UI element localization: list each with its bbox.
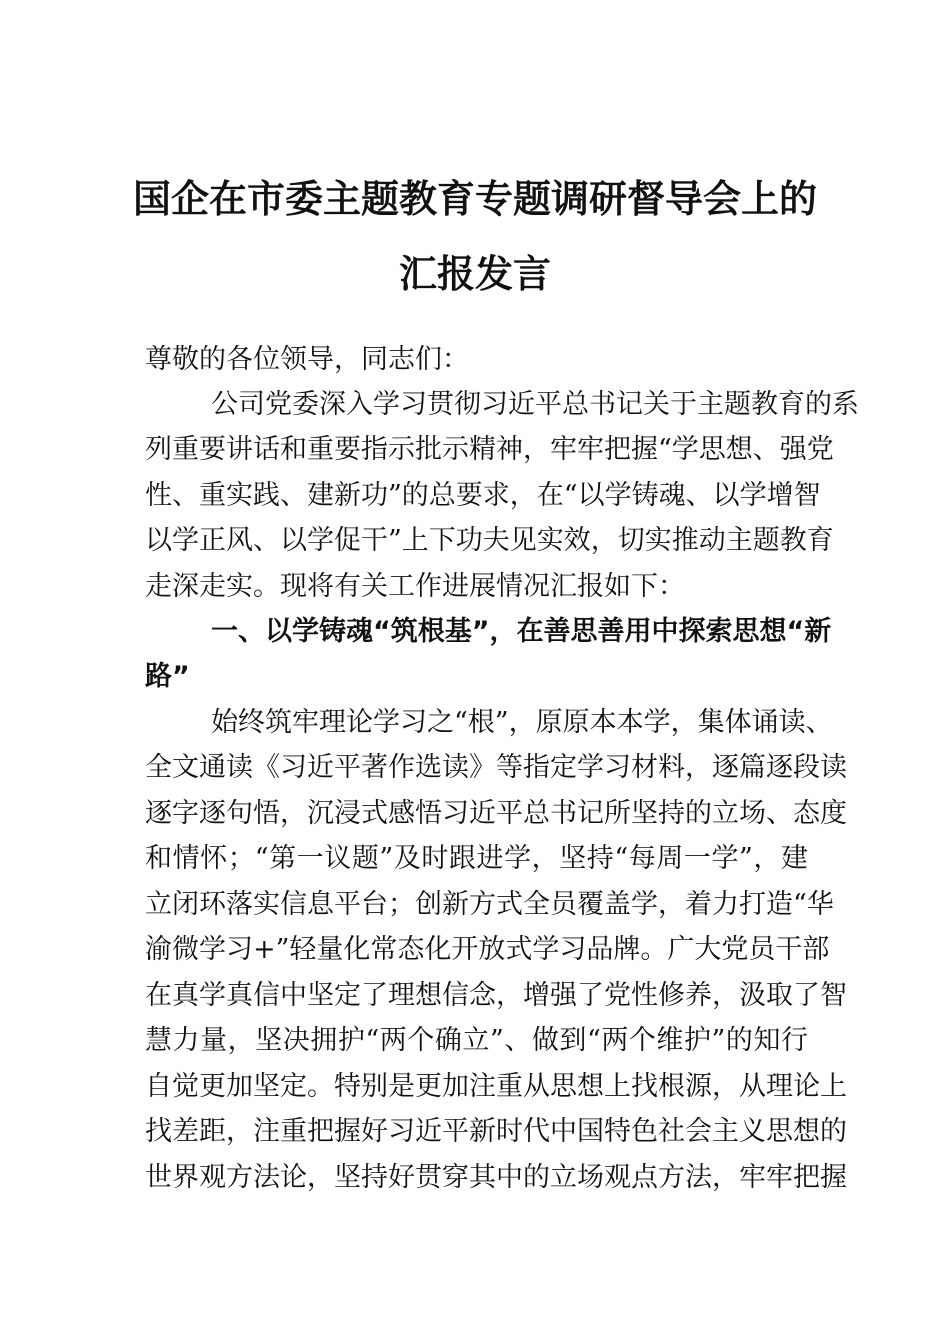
text-line: 走深走实。现将有关工作进展情况汇报如下： — [145, 571, 685, 602]
text-line: 找差距，注重把握好习近平新时代中国特色社会主义思想的 — [145, 1116, 847, 1147]
text-line: 在真学真信中坚定了理想信念，增强了党性修养，汲取了智 — [145, 980, 847, 1011]
text-line: 自觉更加坚定。特别是更加注重从思想上找根源，从理论上 — [145, 1071, 847, 1102]
text-line: 性、重实践、建新功”的总要求，在“以学铸魂、以学增智 — [145, 480, 821, 511]
text-line: 全文通读《习近平著作选读》等指定学习材料，逐篇逐段读 — [145, 752, 847, 783]
text-line: 逐字逐句悟，沉浸式感悟习近平总书记所坚持的立场、态度 — [145, 798, 847, 829]
text-line: 以学正风、以学促干”上下功夫见实效，切实推动主题教育 — [145, 525, 834, 556]
title-line: 国企在市委主题教育专题调研督导会上的 — [132, 177, 817, 221]
text-line: 慧力量，坚决拥护“两个确立”、做到“两个维护”的知行 — [145, 1025, 808, 1056]
text-line: 列重要讲话和重要指示批示精神，牢牢把握“学思想、强党 — [145, 434, 834, 465]
text-line: 和情怀；“第一议题”及时跟进学，坚持“每周一学”，建 — [145, 843, 808, 874]
heading-line: 路” — [145, 661, 190, 692]
title-line: 汇报发言 — [398, 252, 551, 296]
heading-line: 一、以学铸魂“筑根基”，在善思善用中探索思想“新 — [211, 616, 832, 647]
text-line: 渝微学习+”轻量化常态化开放式学习品牌。广大党员干部 — [145, 934, 830, 965]
text-line: 公司党委深入学习贯彻习近平总书记关于主题教育的系 — [211, 389, 859, 420]
text-line: 世界观方法论，坚持好贯穿其中的立场观点方法，牢牢把握 — [145, 1162, 847, 1193]
text-line: 立闭环落实信息平台；创新方式全员覆盖学，着力打造“华 — [145, 889, 834, 920]
greeting: 尊敬的各位领导，同志们： — [145, 344, 469, 375]
text-line: 始终筑牢理论学习之“根”，原原本本学，集体诵读、 — [211, 707, 833, 738]
